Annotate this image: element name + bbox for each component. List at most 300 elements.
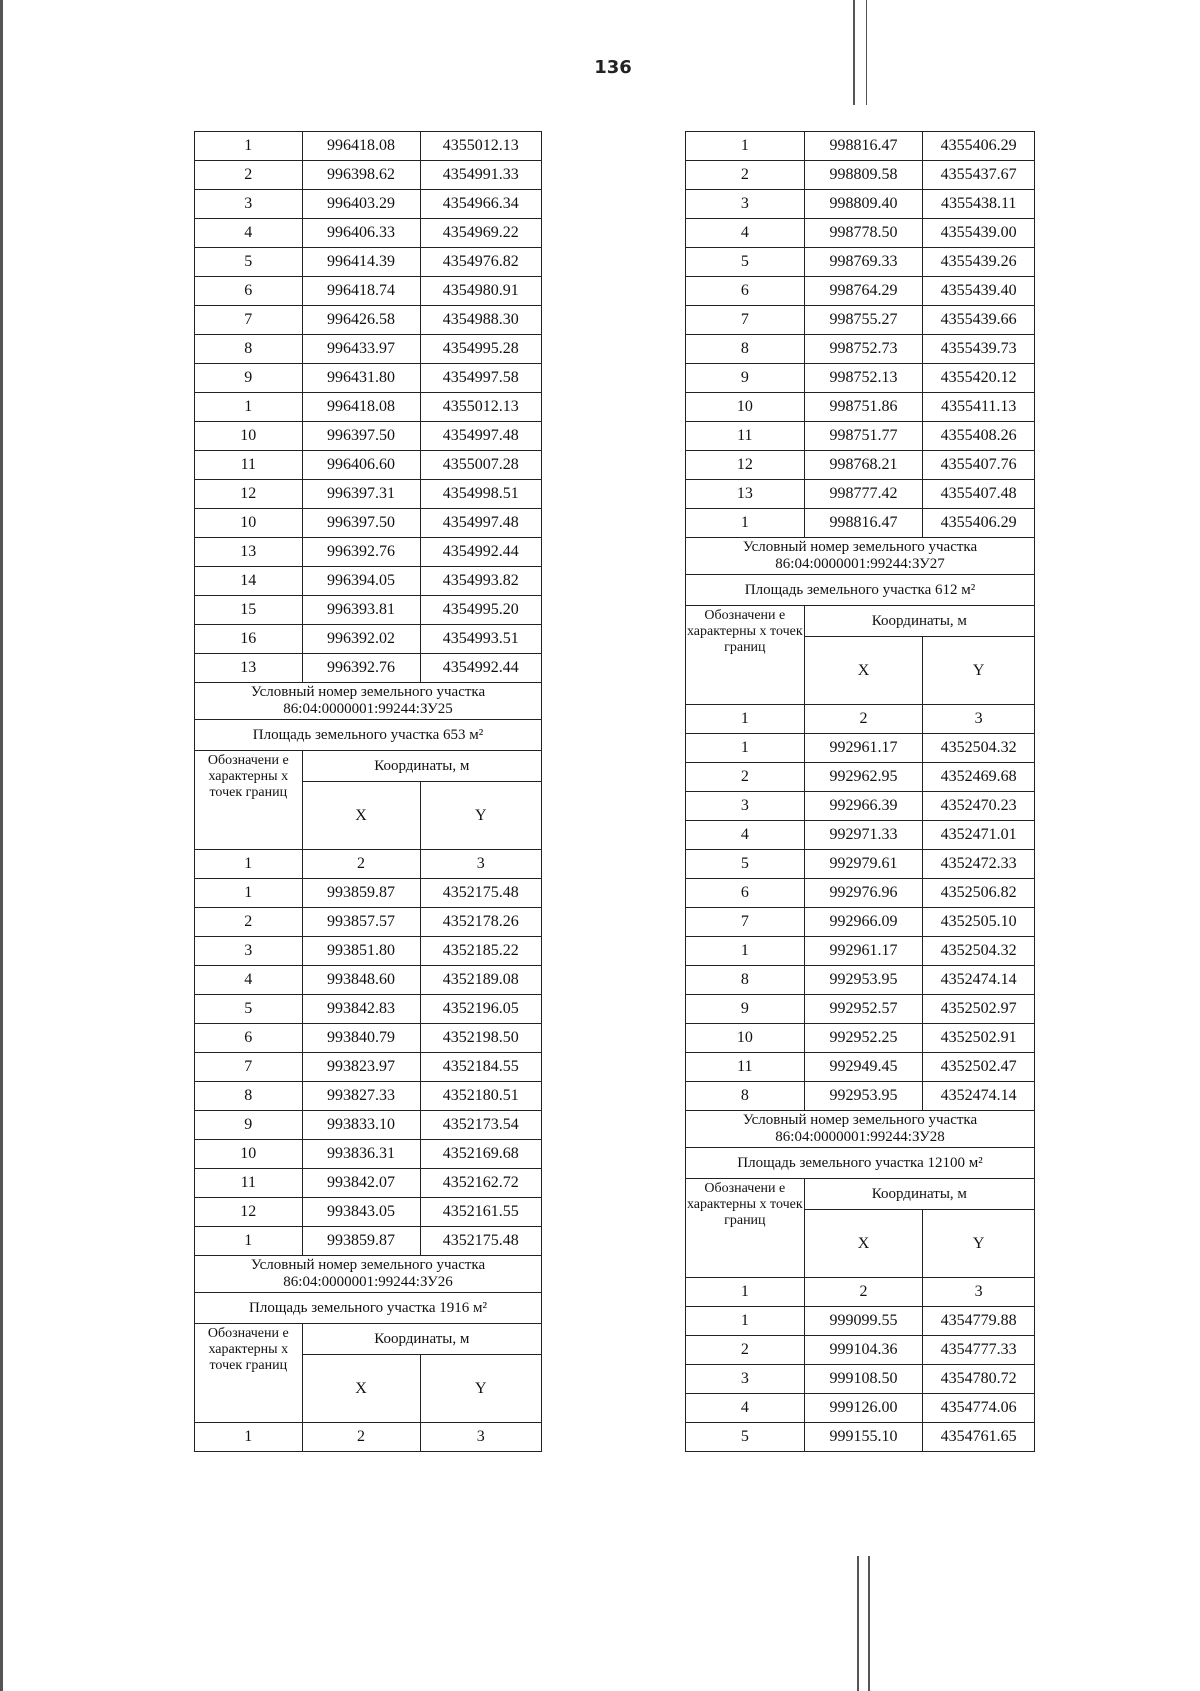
parcel-number-label: Условный номер земельного участка [742,1112,978,1128]
table-cell: 4354774.06 [923,1394,1035,1423]
table-cell: 4352196.05 [420,995,541,1024]
y-header: Y [923,1210,1035,1278]
table-row [195,335,542,364]
table-cell: 12 [195,1198,303,1227]
right-coordinates-column [685,131,1035,1452]
table-cell: 992966.39 [804,792,923,821]
header-row [195,1324,542,1355]
table-row [195,654,542,683]
table-row [195,995,542,1024]
x-header: X [804,637,923,705]
y-header: Y [420,782,541,850]
table-cell: 4352470.23 [923,792,1035,821]
table-cell: 992962.95 [804,763,923,792]
table-cell: 999126.00 [804,1394,923,1423]
table-cell: 996406.60 [302,451,420,480]
table-cell: 2 [195,908,303,937]
x-header: X [302,1355,420,1423]
table-row [195,190,542,219]
table-row [195,364,542,393]
table-row [686,966,1035,995]
table-cell: 6 [686,277,805,306]
table-cell: 8 [686,335,805,364]
table-cell: 4355411.13 [923,393,1035,422]
table-cell: 3 [195,190,303,219]
table-cell: 11 [195,1169,303,1198]
table-cell: 992949.45 [804,1053,923,1082]
table-cell: 7 [686,306,805,335]
parcel-area-row [686,575,1035,606]
table-cell: 1 [686,509,805,538]
table-cell: 999099.55 [804,1307,923,1336]
table-cell: 6 [195,1024,303,1053]
table-cell: 10 [686,393,805,422]
table-cell: 996418.08 [302,393,420,422]
table-row [686,277,1035,306]
table-cell: 10 [195,509,303,538]
table-cell: 992971.33 [804,821,923,850]
table-cell: 4354997.48 [420,509,541,538]
table-cell: 4354966.34 [420,190,541,219]
parcel-area-row [195,1293,542,1324]
coordinates-header: Координаты, м [804,606,1034,637]
y-header: Y [420,1355,541,1423]
table-cell: 4352178.26 [420,908,541,937]
table-cell: 996397.50 [302,422,420,451]
parcel-number: 86:04:0000001:99244:ЗУ26 [283,1274,453,1290]
coordinates-table-right [685,131,1035,1452]
table-cell: 4354780.72 [923,1365,1035,1394]
table-row [686,306,1035,335]
table-cell: 4354969.22 [420,219,541,248]
table-cell: 992952.57 [804,995,923,1024]
table-cell: 5 [195,995,303,1024]
table-cell: 4354761.65 [923,1423,1035,1452]
parcel-area: Площадь земельного участка 612 м² [686,575,1035,606]
table-cell: 998769.33 [804,248,923,277]
table-cell: 4354980.91 [420,277,541,306]
x-header: X [302,782,420,850]
table-cell: 999108.50 [804,1365,923,1394]
left-coordinates-column [194,131,542,1452]
page-number: 136 [594,57,632,78]
table-cell: 5 [686,850,805,879]
table-row [195,538,542,567]
table-cell: 996431.80 [302,364,420,393]
table-cell: 992966.09 [804,908,923,937]
table-row [195,908,542,937]
table-cell: 993840.79 [302,1024,420,1053]
table-row [195,1053,542,1082]
coordinates-header: Координаты, м [302,1324,541,1355]
table-cell: 3 [420,850,541,879]
table-row [686,132,1035,161]
table-row [686,422,1035,451]
table-cell: 4 [686,219,805,248]
parcel-number-cell [686,1111,1035,1148]
table-cell: 998764.29 [804,277,923,306]
parcel-area: Площадь земельного участка 1916 м² [195,1293,542,1324]
table-cell: 5 [686,1423,805,1452]
table-cell: 4352189.08 [420,966,541,995]
table-cell: 996394.05 [302,567,420,596]
table-row [686,364,1035,393]
table-cell: 4355439.66 [923,306,1035,335]
table-cell: 992979.61 [804,850,923,879]
table-cell: 4352185.22 [420,937,541,966]
table-cell: 4352504.32 [923,734,1035,763]
parcel-number-cell [686,538,1035,575]
table-cell: 10 [686,1024,805,1053]
table-cell: 12 [195,480,303,509]
parcel-area-row [686,1148,1035,1179]
table-cell: 2 [804,1278,923,1307]
table-cell: 993859.87 [302,879,420,908]
table-cell: 7 [195,306,303,335]
table-cell: 4352474.14 [923,1082,1035,1111]
table-row [686,248,1035,277]
table-row [195,1082,542,1111]
table-row [686,850,1035,879]
table-cell: 998778.50 [804,219,923,248]
table-row [686,879,1035,908]
table-cell: 13 [686,480,805,509]
table-cell: 3 [420,1423,541,1452]
table-cell: 7 [195,1053,303,1082]
table-cell: 4352175.48 [420,879,541,908]
table-cell: 1 [195,393,303,422]
table-cell: 4 [686,1394,805,1423]
table-cell: 3 [923,705,1035,734]
table-cell: 4352469.68 [923,763,1035,792]
table-row [686,161,1035,190]
table-cell: 1 [686,705,805,734]
table-cell: 992952.25 [804,1024,923,1053]
table-cell: 2 [302,1423,420,1452]
table-cell: 996398.62 [302,161,420,190]
table-cell: 3 [195,937,303,966]
table-cell: 4355407.76 [923,451,1035,480]
table-row [195,306,542,335]
table-row [195,277,542,306]
parcel-number-label: Условный номер земельного участка [250,684,486,700]
table-cell: 6 [686,879,805,908]
table-cell: 4 [686,821,805,850]
table-cell: 1 [686,734,805,763]
table-cell: 4354988.30 [420,306,541,335]
table-row [195,161,542,190]
table-row [686,1307,1035,1336]
table-cell: 4355439.00 [923,219,1035,248]
table-cell: 4355437.67 [923,161,1035,190]
parcel-number-cell [195,683,542,720]
table-cell: 2 [686,161,805,190]
parcel-area-row [195,720,542,751]
table-row [195,1227,542,1256]
table-cell: 996406.33 [302,219,420,248]
table-cell: 4352180.51 [420,1082,541,1111]
table-cell: 4352198.50 [420,1024,541,1053]
table-row [686,908,1035,937]
table-row [686,1082,1035,1111]
table-cell: 998809.58 [804,161,923,190]
header-row [686,1179,1035,1210]
parcel-number-row [195,1256,542,1293]
table-cell: 4352173.54 [420,1111,541,1140]
table-cell: 4352184.55 [420,1053,541,1082]
table-cell: 5 [195,248,303,277]
table-cell: 4355439.73 [923,335,1035,364]
table-cell: 1 [195,132,303,161]
table-row [686,995,1035,1024]
points-header: Обозначени е характерны х точек границ [195,1324,303,1423]
table-cell: 996397.31 [302,480,420,509]
table-row [686,1053,1035,1082]
table-cell: 9 [686,995,805,1024]
table-cell: 992953.95 [804,1082,923,1111]
table-cell: 8 [195,335,303,364]
coordinates-header: Координаты, м [804,1179,1034,1210]
table-cell: 4355439.40 [923,277,1035,306]
table-row [195,1198,542,1227]
parcel-number-row [686,538,1035,575]
table-row [195,596,542,625]
table-cell: 993827.33 [302,1082,420,1111]
table-cell: 999155.10 [804,1423,923,1452]
table-row [195,966,542,995]
table-cell: 4 [195,966,303,995]
table-row [686,763,1035,792]
table-cell: 4355407.48 [923,480,1035,509]
table-cell: 996392.76 [302,538,420,567]
table-cell: 10 [195,1140,303,1169]
table-cell: 993859.87 [302,1227,420,1256]
table-cell: 12 [686,451,805,480]
column-index-row [195,1423,542,1452]
table-cell: 993833.10 [302,1111,420,1140]
table-cell: 998752.13 [804,364,923,393]
table-row [686,821,1035,850]
table-cell: 4352474.14 [923,966,1035,995]
table-cell: 1 [195,879,303,908]
table-row [195,1140,542,1169]
table-row [195,1169,542,1198]
table-cell: 4352502.47 [923,1053,1035,1082]
table-cell: 3 [923,1278,1035,1307]
table-row [195,219,542,248]
table-cell: 4352162.72 [420,1169,541,1198]
table-cell: 996433.97 [302,335,420,364]
table-cell: 996392.76 [302,654,420,683]
table-cell: 4355406.29 [923,132,1035,161]
table-cell: 992961.17 [804,734,923,763]
table-cell: 996392.02 [302,625,420,654]
table-row [686,509,1035,538]
table-row [686,335,1035,364]
table-cell: 996393.81 [302,596,420,625]
table-cell: 4352161.55 [420,1198,541,1227]
table-cell: 11 [686,422,805,451]
table-cell: 8 [195,1082,303,1111]
scan-artifact-line [853,0,855,105]
table-cell: 4352175.48 [420,1227,541,1256]
table-row [686,219,1035,248]
table-cell: 998809.40 [804,190,923,219]
table-row [195,567,542,596]
table-row [195,393,542,422]
table-cell: 996426.58 [302,306,420,335]
table-cell: 4352502.91 [923,1024,1035,1053]
parcel-number-row [686,1111,1035,1148]
table-cell: 2 [302,850,420,879]
header-row [686,606,1035,637]
table-cell: 4354779.88 [923,1307,1035,1336]
table-cell: 14 [195,567,303,596]
table-cell: 4354991.33 [420,161,541,190]
table-cell: 993836.31 [302,1140,420,1169]
table-cell: 4355439.26 [923,248,1035,277]
table-row [195,1111,542,1140]
table-cell: 1 [195,850,303,879]
table-cell: 996418.74 [302,277,420,306]
table-row [195,625,542,654]
table-cell: 9 [195,1111,303,1140]
table-cell: 998751.77 [804,422,923,451]
table-cell: 4355012.13 [420,132,541,161]
table-row [686,1336,1035,1365]
table-cell: 996397.50 [302,509,420,538]
table-cell: 4354993.82 [420,567,541,596]
table-row [686,792,1035,821]
table-row [195,1024,542,1053]
table-cell: 993842.83 [302,995,420,1024]
table-cell: 11 [686,1053,805,1082]
table-row [195,248,542,277]
table-row [195,132,542,161]
table-cell: 7 [686,908,805,937]
coordinates-header: Координаты, м [302,751,541,782]
table-cell: 998816.47 [804,132,923,161]
table-cell: 10 [195,422,303,451]
table-cell: 15 [195,596,303,625]
table-cell: 996414.39 [302,248,420,277]
scan-artifact-line [857,1556,859,1691]
x-header: X [804,1210,923,1278]
table-cell: 13 [195,654,303,683]
points-header: Обозначени е характерны х точек границ [686,606,805,705]
table-row [686,1423,1035,1452]
table-cell: 16 [195,625,303,654]
table-cell: 4354992.44 [420,654,541,683]
table-row [195,937,542,966]
table-cell: 992976.96 [804,879,923,908]
table-cell: 9 [686,364,805,393]
coordinates-table-left [194,131,542,1452]
parcel-number: 86:04:0000001:99244:ЗУ28 [775,1129,945,1145]
table-cell: 999104.36 [804,1336,923,1365]
table-cell: 4355406.29 [923,509,1035,538]
table-cell: 4352505.10 [923,908,1035,937]
parcel-number-cell [195,1256,542,1293]
table-cell: 4352504.32 [923,937,1035,966]
scan-artifact-line [0,0,3,1691]
table-cell: 1 [686,132,805,161]
scan-artifact-line [866,0,867,105]
table-cell: 3 [686,1365,805,1394]
parcel-number-label: Условный номер земельного участка [250,1257,486,1273]
table-cell: 993848.60 [302,966,420,995]
column-index-row [686,705,1035,734]
table-cell: 11 [195,451,303,480]
table-cell: 1 [686,1278,805,1307]
table-row [195,422,542,451]
table-row [195,480,542,509]
parcel-number: 86:04:0000001:99244:ЗУ25 [283,701,453,717]
column-index-row [195,850,542,879]
table-cell: 4355408.26 [923,422,1035,451]
table-cell: 4354993.51 [420,625,541,654]
table-cell: 996418.08 [302,132,420,161]
parcel-number-label: Условный номер земельного участка [742,539,978,555]
points-header: Обозначени е характерны х точек границ [195,751,303,850]
table-cell: 992961.17 [804,937,923,966]
header-row [195,751,542,782]
parcel-number-row [195,683,542,720]
table-cell: 998752.73 [804,335,923,364]
table-cell: 4354998.51 [420,480,541,509]
table-cell: 1 [686,1307,805,1336]
parcel-number: 86:04:0000001:99244:ЗУ27 [775,556,945,572]
table-row [686,937,1035,966]
table-cell: 993842.07 [302,1169,420,1198]
table-cell: 4355438.11 [923,190,1035,219]
table-cell: 4352471.01 [923,821,1035,850]
table-cell: 993843.05 [302,1198,420,1227]
table-cell: 5 [686,248,805,277]
y-header: Y [923,637,1035,705]
parcel-area: Площадь земельного участка 12100 м² [686,1148,1035,1179]
table-cell: 1 [195,1423,303,1452]
table-cell: 2 [686,763,805,792]
table-cell: 4354976.82 [420,248,541,277]
table-cell: 4355012.13 [420,393,541,422]
table-row [686,1365,1035,1394]
table-row [686,190,1035,219]
table-cell: 993857.57 [302,908,420,937]
table-cell: 4352472.33 [923,850,1035,879]
table-row [195,451,542,480]
table-cell: 8 [686,966,805,995]
table-cell: 2 [804,705,923,734]
table-cell: 4354995.20 [420,596,541,625]
table-cell: 8 [686,1082,805,1111]
table-cell: 998777.42 [804,480,923,509]
table-cell: 998768.21 [804,451,923,480]
table-cell: 992953.95 [804,966,923,995]
table-cell: 4354992.44 [420,538,541,567]
table-row [195,509,542,538]
parcel-area: Площадь земельного участка 653 м² [195,720,542,751]
table-cell: 1 [195,1227,303,1256]
table-cell: 993851.80 [302,937,420,966]
table-cell: 4352169.68 [420,1140,541,1169]
table-row [686,393,1035,422]
table-cell: 998751.86 [804,393,923,422]
table-cell: 998755.27 [804,306,923,335]
table-cell: 998816.47 [804,509,923,538]
table-cell: 4355420.12 [923,364,1035,393]
table-cell: 2 [195,161,303,190]
